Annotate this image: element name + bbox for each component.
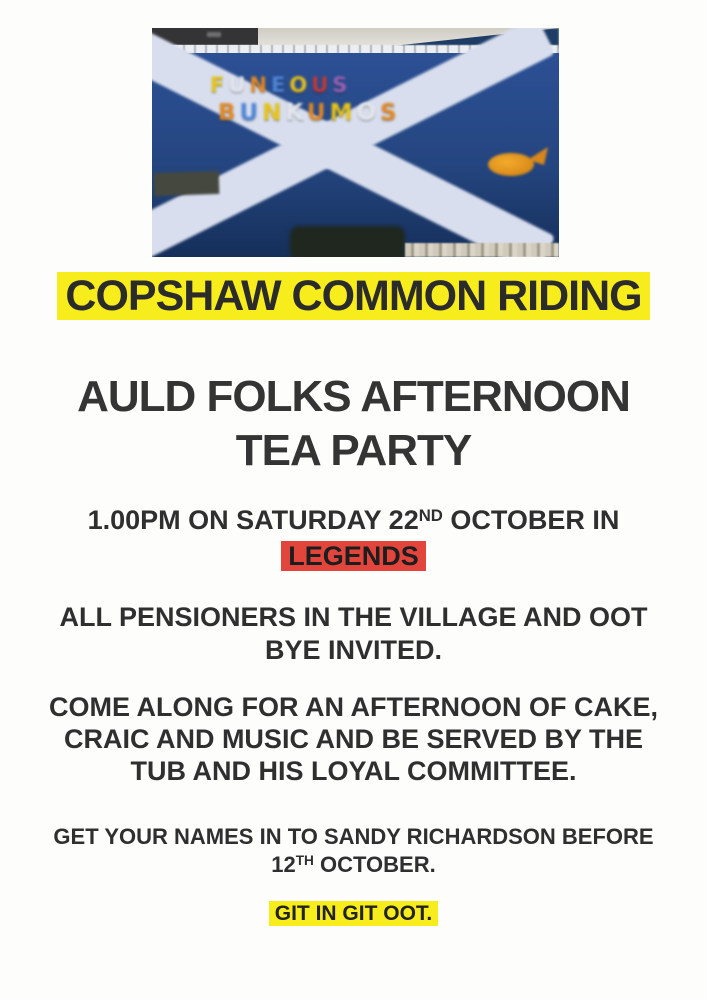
- saltire-flag-photo: [152, 28, 559, 257]
- flag-letter: K: [285, 100, 307, 126]
- flag-letter: F: [210, 73, 229, 97]
- names-line1: GET YOUR NAMES IN TO SANDY RICHARDSON BEFORE: [53, 824, 654, 849]
- flag-letter: U: [228, 73, 250, 97]
- goldfish-body: [488, 153, 534, 176]
- flag-letter: U: [311, 73, 333, 97]
- footer-row: [0, 901, 707, 926]
- main-heading-line2: TEA PARTY: [235, 426, 472, 475]
- flag-letter: M: [329, 100, 357, 126]
- flag-letter: U: [306, 100, 330, 126]
- ordinal-superscript: ND: [418, 505, 443, 525]
- ordinal-superscript: TH: [295, 853, 314, 869]
- title-banner: COPSHAW COMMON RIDING: [57, 272, 649, 320]
- names-day: 12: [271, 852, 296, 877]
- dark-object-left: [154, 171, 220, 196]
- flag-letter: O: [289, 73, 312, 97]
- flag-letter: N: [249, 73, 271, 97]
- message-line1: COME ALONG FOR AN AFTERNOON OF CAKE,: [49, 692, 658, 722]
- event-time-text-end: OCTOBER IN: [442, 505, 620, 535]
- names-line2-end: OCTOBER.: [313, 852, 436, 877]
- flag-letter: S: [332, 73, 352, 97]
- main-heading: [0, 370, 707, 478]
- goldfish-shape: [488, 147, 550, 179]
- title-row: [0, 272, 707, 320]
- message-line3: TUB AND HIS LOYAL COMMITTEE.: [130, 756, 577, 786]
- event-time-text: 1.00PM ON SATURDAY 22: [87, 505, 419, 535]
- names-line2: [0, 851, 707, 882]
- dark-object-bottom: [290, 226, 405, 257]
- names-paragraph: [0, 823, 707, 882]
- message-line2: CRAIC AND MUSIC AND BE SERVED BY THE: [63, 724, 644, 754]
- venue-row: [0, 541, 707, 571]
- background-strip-bottom-right: [405, 243, 559, 257]
- venue-highlight: LEGENDS: [281, 541, 426, 571]
- message-paragraph: [0, 691, 707, 787]
- flag-letter: B: [218, 100, 240, 126]
- flag-letter: N: [262, 100, 286, 126]
- invite-paragraph: [0, 601, 707, 667]
- flag-letter: O: [356, 100, 381, 126]
- invite-line1: ALL PENSIONERS IN THE VILLAGE AND OOT: [59, 602, 648, 632]
- flag-letter: S: [380, 100, 401, 126]
- main-heading-line1: AULD FOLKS AFTERNOON: [77, 372, 630, 421]
- footer-banner: GIT IN GIT OOT.: [269, 901, 439, 926]
- flag-letter: E: [271, 73, 290, 97]
- saltire-flag: [152, 53, 559, 257]
- event-time-line: [0, 504, 707, 540]
- flag-letter: U: [239, 100, 263, 126]
- invite-line2: BYE INVITED.: [264, 635, 443, 665]
- flag-letters-row-2: [218, 100, 401, 126]
- flag-letters-row-1: [210, 73, 351, 97]
